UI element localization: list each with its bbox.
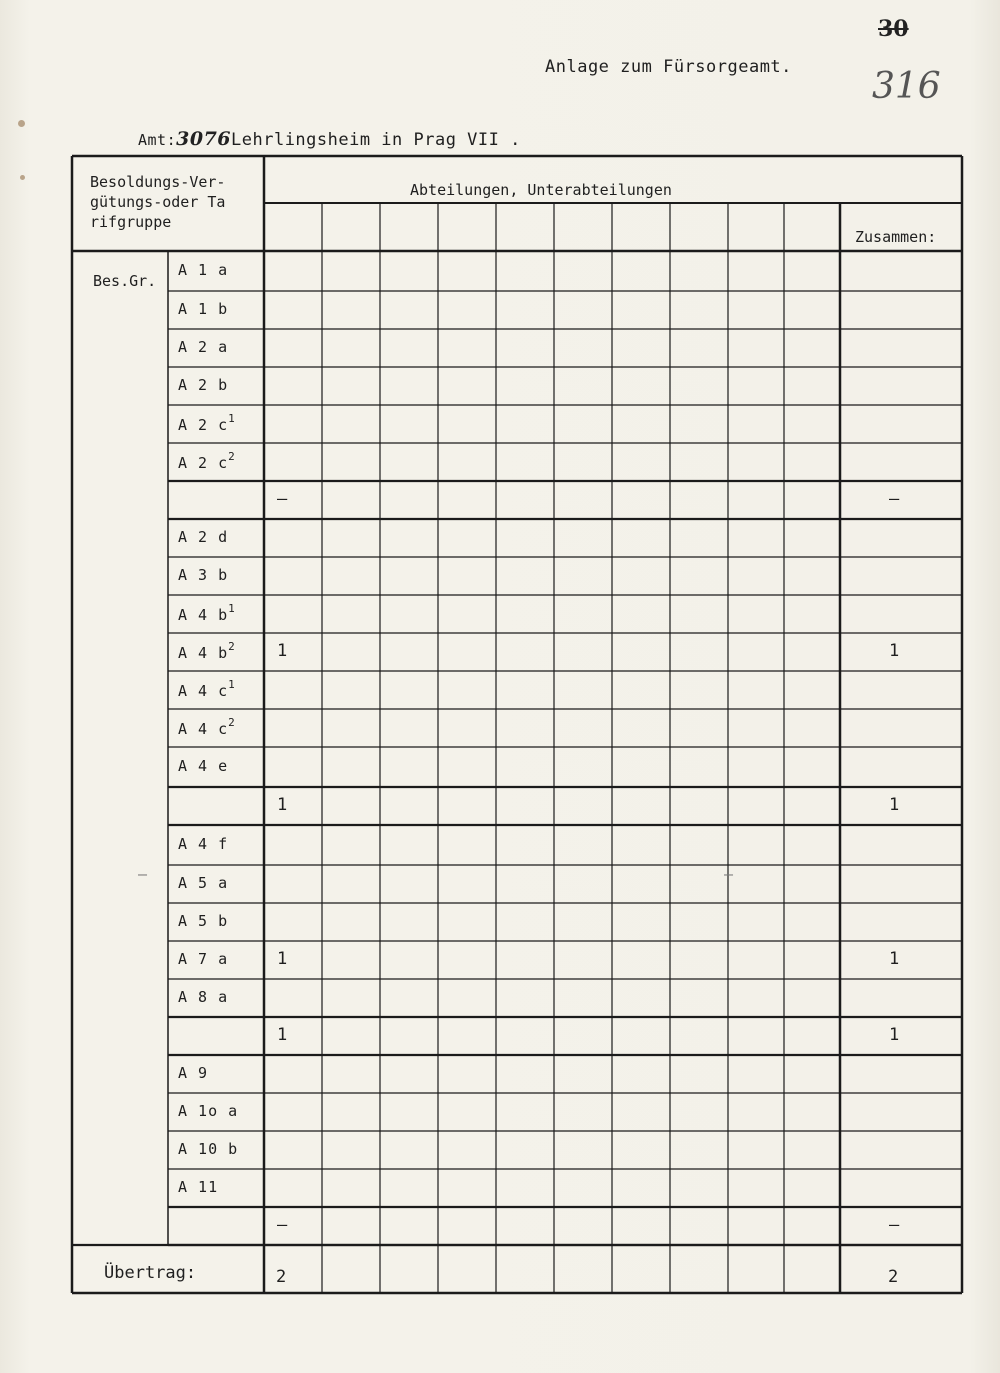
cell-total: 1 <box>889 1025 900 1045</box>
row-label <box>178 566 228 584</box>
row-label-text: A 9 <box>178 1064 209 1082</box>
row-label-superscript: 1 <box>228 602 236 615</box>
cell-dept-1: 1 <box>277 1025 288 1045</box>
row-label-superscript: 2 <box>228 716 236 729</box>
row-label-superscript: 1 <box>228 678 236 691</box>
row-label-text: A 4 f <box>178 835 229 853</box>
carry-total: 2 <box>888 1267 899 1287</box>
cell-total: – <box>889 489 900 509</box>
departments-header: Abteilungen, Unterabteilungen <box>410 181 672 199</box>
row-label <box>178 414 236 434</box>
row-label-superscript: 2 <box>228 450 236 463</box>
row-label-text: A 4 e <box>178 757 229 775</box>
row-label <box>178 912 228 930</box>
row-label-text: A 1 a <box>178 261 229 279</box>
row-label-superscript: 2 <box>228 640 236 653</box>
row-label-text: A 2 a <box>178 338 229 356</box>
row-label <box>178 950 228 968</box>
carry-col1: 2 <box>276 1267 287 1287</box>
cell-dept-1: – <box>277 489 288 509</box>
row-label <box>178 261 228 279</box>
cell-total: 1 <box>889 949 900 969</box>
row-label <box>178 874 228 892</box>
row-label-text: A 7 a <box>178 950 229 968</box>
row-label-superscript: 1 <box>228 412 236 425</box>
row-label <box>178 1140 238 1158</box>
cell-dept-1: 1 <box>277 641 288 661</box>
group-header: Besoldungs-Ver- gütungs-oder Ta rifgruppe <box>90 173 226 231</box>
section-label: Bes.Gr. <box>93 272 157 290</box>
row-label-text: A 8 a <box>178 988 229 1006</box>
cell-total: 1 <box>889 795 900 815</box>
row-label <box>178 300 228 318</box>
row-label-text: A 4 b <box>178 606 229 624</box>
row-label-text: A 2 d <box>178 528 229 546</box>
cell-dept-1: – <box>277 1215 288 1235</box>
row-label-text: A 5 b <box>178 912 229 930</box>
row-label <box>178 1102 238 1120</box>
row-label <box>178 757 228 775</box>
cell-total: – <box>889 1215 900 1235</box>
row-label <box>178 452 236 472</box>
stray-mark: – <box>138 865 148 883</box>
row-label-text: A 2 b <box>178 376 229 394</box>
row-label <box>178 988 228 1006</box>
row-label <box>178 338 228 356</box>
row-label-text: A 5 a <box>178 874 229 892</box>
row-label <box>178 680 236 700</box>
row-label <box>178 376 228 394</box>
row-label <box>178 642 236 662</box>
page-number-struck: 30 <box>878 16 909 42</box>
row-label-text: A 1 b <box>178 300 229 318</box>
cell-dept-1: 1 <box>277 795 288 815</box>
row-label-text: A 4 c <box>178 720 229 738</box>
row-label-text: A 11 <box>178 1178 219 1196</box>
carry-label: Übertrag: <box>104 1263 197 1283</box>
row-label-text: A 2 c <box>178 454 229 472</box>
row-label <box>178 835 228 853</box>
row-label-text: A 3 b <box>178 566 229 584</box>
row-label <box>178 718 236 738</box>
row-label-text: A 1o a <box>178 1102 239 1120</box>
office-name: Lehrlingsheim in Prag VII . <box>231 130 521 150</box>
row-label-text: A 4 b <box>178 644 229 662</box>
office-code-handwritten: 3076 <box>176 128 232 150</box>
row-label-text: A 4 c <box>178 682 229 700</box>
row-label <box>178 528 228 546</box>
row-label-text: A 2 c <box>178 416 229 434</box>
cell-dept-1: 1 <box>277 949 288 969</box>
row-label <box>178 1178 218 1196</box>
header-note: Anlage zum Fürsorgeamt. <box>545 57 792 77</box>
total-header: Zusammen: <box>855 228 937 246</box>
stray-mark: – <box>724 865 734 883</box>
office-label: Amt: <box>138 131 177 149</box>
row-label <box>178 1064 208 1082</box>
page-number-new: 316 <box>872 66 941 107</box>
row-label <box>178 604 236 624</box>
row-label-text: A 10 b <box>178 1140 239 1158</box>
cell-total: 1 <box>889 641 900 661</box>
